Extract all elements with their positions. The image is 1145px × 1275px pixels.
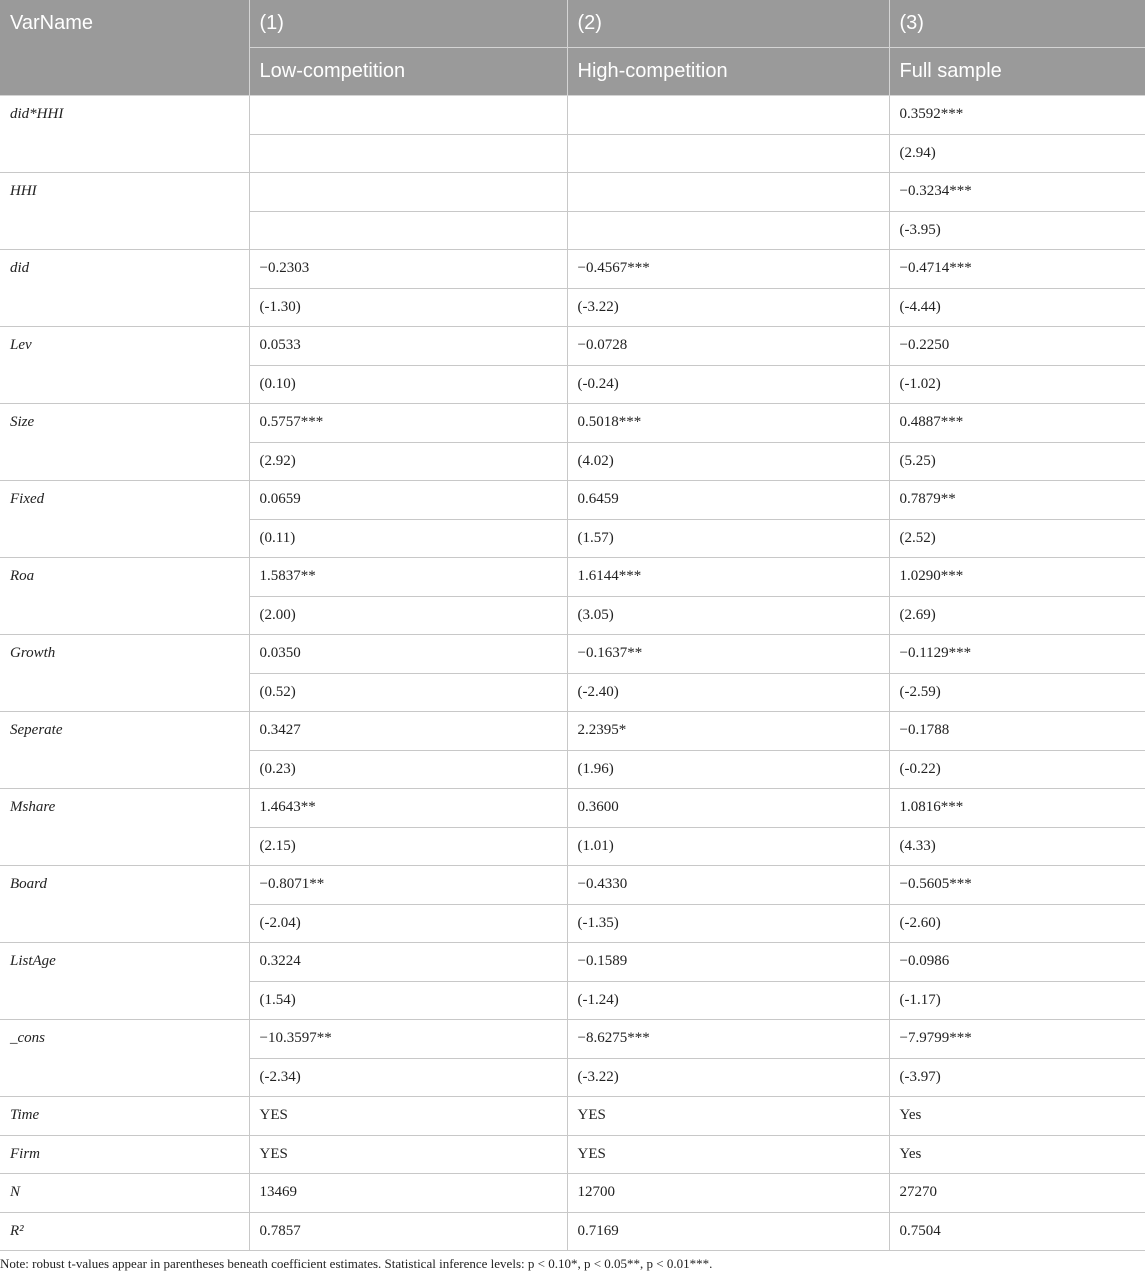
stat-value-cell: 0.7504 xyxy=(889,1212,1145,1251)
table-header xyxy=(0,0,1145,96)
variable-name: did*HHI xyxy=(0,96,249,173)
coefficient-cell: −0.4714*** xyxy=(889,250,1145,289)
variable-name: Lev xyxy=(0,327,249,404)
t-value-cell: (-1.24) xyxy=(567,981,889,1020)
stat-value-cell: YES xyxy=(249,1135,567,1174)
t-value-cell: (-3.97) xyxy=(889,1058,1145,1097)
stat-row xyxy=(0,1135,1145,1174)
t-value-cell: (0.52) xyxy=(249,673,567,712)
t-value-cell: (2.52) xyxy=(889,519,1145,558)
stat-value-cell: 0.7857 xyxy=(249,1212,567,1251)
t-value-cell: (0.11) xyxy=(249,519,567,558)
stat-value-cell: 12700 xyxy=(567,1174,889,1213)
stat-name: R² xyxy=(0,1212,249,1251)
coefficient-cell: 0.0533 xyxy=(249,327,567,366)
table-note: Note: robust t-values appear in parentheses beneath coefficient estimates. Statistical inference levels: p < 0.10*, p < 0.05**, p < 0.01***. xyxy=(0,1256,713,1271)
coef-row xyxy=(0,481,1145,520)
coefficient-cell: 0.7879** xyxy=(889,481,1145,520)
t-value-cell: (5.25) xyxy=(889,442,1145,481)
coefficient-cell: −0.4330 xyxy=(567,866,889,905)
coefficient-cell: 0.6459 xyxy=(567,481,889,520)
coef-row xyxy=(0,327,1145,366)
variable-name: Board xyxy=(0,866,249,943)
coefficient-cell: 2.2395* xyxy=(567,712,889,751)
variable-name: Size xyxy=(0,404,249,481)
coefficient-cell: −0.1637** xyxy=(567,635,889,674)
col-2-number: (2) xyxy=(567,0,889,48)
coefficient-cell: −0.1589 xyxy=(567,943,889,982)
t-value-cell: (2.69) xyxy=(889,596,1145,635)
coefficient-cell: 1.6144*** xyxy=(567,558,889,597)
stat-row xyxy=(0,1097,1145,1136)
stat-value-cell: 0.7169 xyxy=(567,1212,889,1251)
col-1-number: (1) xyxy=(249,0,567,48)
t-value-cell: (-1.17) xyxy=(889,981,1145,1020)
stat-value-cell: Yes xyxy=(889,1135,1145,1174)
variable-name: Mshare xyxy=(0,789,249,866)
t-value-cell: (-1.30) xyxy=(249,288,567,327)
t-value-cell: (-2.40) xyxy=(567,673,889,712)
coef-row xyxy=(0,712,1145,751)
t-value-cell: (-4.44) xyxy=(889,288,1145,327)
stat-value-cell: YES xyxy=(567,1135,889,1174)
stat-value-cell: Yes xyxy=(889,1097,1145,1136)
table-body xyxy=(0,96,1145,1251)
t-value-cell: (-3.22) xyxy=(567,288,889,327)
coefficient-cell: 0.5757*** xyxy=(249,404,567,443)
coef-row xyxy=(0,96,1145,135)
stat-value-cell: 13469 xyxy=(249,1174,567,1213)
variable-name: HHI xyxy=(0,173,249,250)
stat-name: Firm xyxy=(0,1135,249,1174)
coef-row xyxy=(0,558,1145,597)
variable-name: did xyxy=(0,250,249,327)
t-value-cell: (-2.04) xyxy=(249,904,567,943)
t-value-cell: (4.33) xyxy=(889,827,1145,866)
t-value-cell: (-2.60) xyxy=(889,904,1145,943)
coefficient-cell: −0.0728 xyxy=(567,327,889,366)
coefficient-cell: 1.0290*** xyxy=(889,558,1145,597)
coefficient-cell: 0.3600 xyxy=(567,789,889,828)
coefficient-cell: −7.9799*** xyxy=(889,1020,1145,1059)
coefficient-cell: −0.2303 xyxy=(249,250,567,289)
t-value-cell: (1.96) xyxy=(567,750,889,789)
coef-row xyxy=(0,404,1145,443)
varname-header-blank xyxy=(0,48,249,96)
coefficient-cell: 0.3224 xyxy=(249,943,567,982)
variable-name: Roa xyxy=(0,558,249,635)
coefficient-cell: 0.0659 xyxy=(249,481,567,520)
variable-name: Fixed xyxy=(0,481,249,558)
coefficient-cell: −8.6275*** xyxy=(567,1020,889,1059)
t-value-cell: (2.94) xyxy=(889,134,1145,173)
coefficient-cell: 0.3427 xyxy=(249,712,567,751)
coefficient-cell: −0.1788 xyxy=(889,712,1145,751)
coefficient-cell: −10.3597** xyxy=(249,1020,567,1059)
t-value-cell: (4.02) xyxy=(567,442,889,481)
stat-value-cell: YES xyxy=(249,1097,567,1136)
col-1-label: Low-competition xyxy=(249,48,567,96)
t-value-cell: (2.92) xyxy=(249,442,567,481)
coef-row xyxy=(0,173,1145,212)
t-value-cell: (2.15) xyxy=(249,827,567,866)
t-value-cell: (-3.22) xyxy=(567,1058,889,1097)
coefficient-cell: 0.3592*** xyxy=(889,96,1145,135)
t-value-cell xyxy=(249,134,567,173)
coefficient-cell: −0.2250 xyxy=(889,327,1145,366)
coef-row xyxy=(0,866,1145,905)
header-row-labels xyxy=(0,48,1145,96)
variable-name: Seperate xyxy=(0,712,249,789)
coefficient-cell: 0.5018*** xyxy=(567,404,889,443)
coef-row xyxy=(0,943,1145,982)
stat-row xyxy=(0,1212,1145,1251)
coefficient-cell: −0.1129*** xyxy=(889,635,1145,674)
t-value-cell: (0.23) xyxy=(249,750,567,789)
coefficient-cell: −0.8071** xyxy=(249,866,567,905)
coef-row xyxy=(0,789,1145,828)
col-2-label: High-competition xyxy=(567,48,889,96)
varname-header: VarName xyxy=(0,0,249,48)
variable-name: _cons xyxy=(0,1020,249,1097)
coefficient-cell: −0.0986 xyxy=(889,943,1145,982)
header-row-numbers xyxy=(0,0,1145,48)
coef-row xyxy=(0,1020,1145,1059)
coefficient-cell: −0.4567*** xyxy=(567,250,889,289)
variable-name: ListAge xyxy=(0,943,249,1020)
coef-row xyxy=(0,635,1145,674)
coefficient-cell: 1.4643** xyxy=(249,789,567,828)
stat-name: N xyxy=(0,1174,249,1213)
coef-row xyxy=(0,250,1145,289)
t-value-cell: (1.01) xyxy=(567,827,889,866)
coefficient-cell xyxy=(249,96,567,135)
t-value-cell: (1.54) xyxy=(249,981,567,1020)
t-value-cell: (-1.35) xyxy=(567,904,889,943)
variable-name: Growth xyxy=(0,635,249,712)
coefficient-cell xyxy=(249,173,567,212)
coefficient-cell xyxy=(567,96,889,135)
t-value-cell: (-3.95) xyxy=(889,211,1145,250)
t-value-cell xyxy=(567,211,889,250)
t-value-cell: (-0.22) xyxy=(889,750,1145,789)
t-value-cell: (-2.59) xyxy=(889,673,1145,712)
coefficient-cell: 1.0816*** xyxy=(889,789,1145,828)
col-3-number: (3) xyxy=(889,0,1145,48)
coefficient-cell xyxy=(567,173,889,212)
stat-value-cell: YES xyxy=(567,1097,889,1136)
t-value-cell: (-1.02) xyxy=(889,365,1145,404)
coefficient-cell: 1.5837** xyxy=(249,558,567,597)
t-value-cell: (-0.24) xyxy=(567,365,889,404)
t-value-cell: (2.00) xyxy=(249,596,567,635)
t-value-cell: (3.05) xyxy=(567,596,889,635)
t-value-cell xyxy=(567,134,889,173)
coefficient-cell: −0.5605*** xyxy=(889,866,1145,905)
stat-value-cell: 27270 xyxy=(889,1174,1145,1213)
coefficient-cell: 0.4887*** xyxy=(889,404,1145,443)
coefficient-cell: 0.0350 xyxy=(249,635,567,674)
t-value-cell: (-2.34) xyxy=(249,1058,567,1097)
col-3-label: Full sample xyxy=(889,48,1145,96)
coefficient-cell: −0.3234*** xyxy=(889,173,1145,212)
t-value-cell xyxy=(249,211,567,250)
t-value-cell: (0.10) xyxy=(249,365,567,404)
stat-row xyxy=(0,1174,1145,1213)
stat-name: Time xyxy=(0,1097,249,1136)
t-value-cell: (1.57) xyxy=(567,519,889,558)
